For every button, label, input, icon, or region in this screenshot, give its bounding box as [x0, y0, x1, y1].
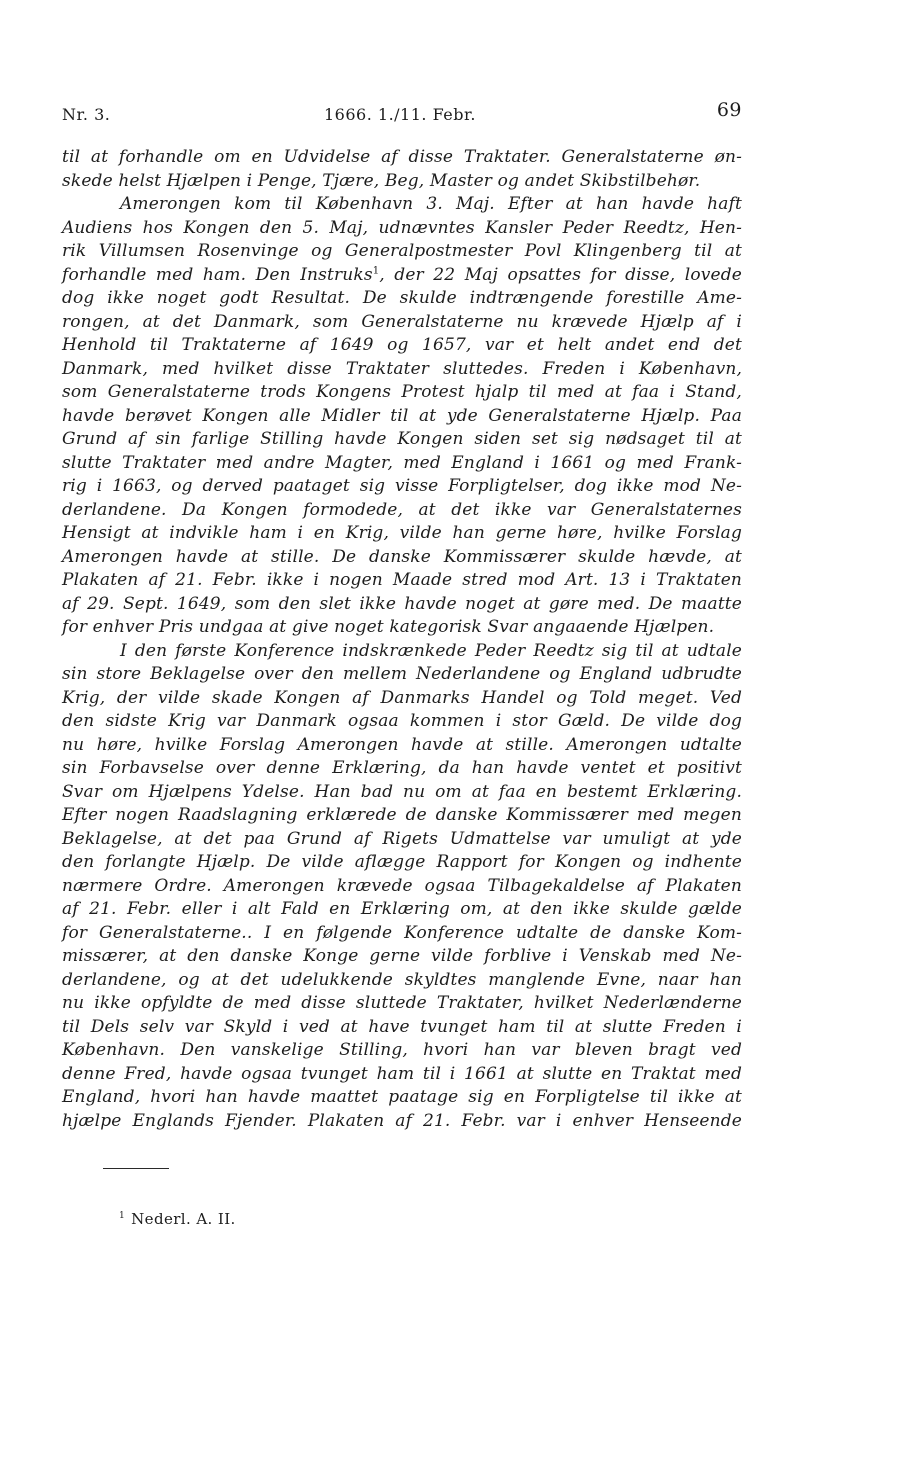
text-line: derlandene, og at det udelukkende skyldtes manglende Evne, naar han: [62, 969, 742, 990]
text-line: Henhold til Traktaterne af 1649 og 1657, var et helt andet end det: [62, 335, 742, 355]
footnote-mark: 1: [119, 1211, 126, 1221]
text-line: til Dels selv var Skyld i ved at have tvunget ham til at slutte Freden i: [62, 1016, 742, 1037]
text-segment: forhandle med ham. Den Instruks: [62, 264, 373, 285]
text-line: Danmark, med hvilket disse Traktater sluttedes. Freden i København,: [62, 358, 742, 379]
text-line: til at forhandle om en Udvidelse af disse Traktater. Generalstaterne øn-: [62, 147, 742, 167]
text-line: I den første Konference indskrænkede Peder Reedtz sig til at udtale: [120, 640, 742, 661]
text-line: nærmere Ordre. Amerongen krævede ogsaa Tilbagekaldelse af Plakaten: [62, 875, 742, 896]
text-line: den forlangte Hjælp. De vilde aflægge Rapport for Kongen og indhente: [62, 852, 742, 872]
text-line: Audiens hos Kongen den 5. Maj, udnævntes Kansler Peder Reedtz, Hen-: [62, 217, 742, 238]
text-line: sin store Beklagelse over den mellem Nederlandene og England udbrudte: [62, 664, 742, 684]
text-line: missærer, at den danske Konge gerne vilde forblive i Venskab med Ne-: [62, 946, 742, 966]
text-line: af 21. Febr. eller i alt Fald en Erklæring om, at den ikke skulde gælde: [62, 899, 742, 919]
text-line: Efter nogen Raadslagning erklærede de danske Kommissærer med megen: [62, 805, 742, 825]
text-line: havde berøvet Kongen alle Midler til at yde Generalstaterne Hjælp. Paa: [62, 405, 742, 426]
footnote: [119, 1210, 236, 1228]
text-line: England, hvori han havde maattet paatage sig en Forpligtelse til ikke at: [62, 1087, 742, 1107]
text-line: den sidste Krig var Danmark ogsaa kommen i stor Gæld. De vilde dog: [62, 711, 742, 731]
footnote-reference: 1: [372, 264, 380, 276]
text-line: Hensigt at indvikle ham i en Krig, vilde han gerne høre, hvilke Forslag: [62, 523, 742, 543]
footnote-divider: [103, 1168, 169, 1169]
text-line: rig i 1663, og derved paataget sig visse Forpligtelser, dog ikke mod Ne-: [62, 476, 742, 496]
text-line: skede helst Hjælpen i Penge, Tjære, Beg, Master og andet Skibstilbehør.: [62, 170, 701, 191]
text-line: for Generalstaterne.. I en følgende Konference udtalte de danske Kom-: [62, 922, 742, 943]
text-line: Amerongen kom til København 3. Maj. Efter at han havde haft: [120, 194, 742, 214]
text-line: Plakaten af 21. Febr. ikke i nogen Maade stred mod Art. 13 i Traktaten: [62, 570, 742, 590]
text-line: [62, 264, 742, 288]
text-line: af 29. Sept. 1649, som den slet ikke havde noget at gøre med. De maatte: [62, 593, 742, 614]
text-line: slutte Traktater med andre Magter, med England i 1661 og med Frank-: [62, 452, 742, 473]
text-line: Krig, der vilde skade Kongen af Danmarks Handel og Told meget. Ved: [62, 687, 742, 708]
text-line: som Generalstaterne trods Kongens Protest hjalp til med at faa i Stand,: [62, 382, 742, 402]
text-line: dog ikke noget godt Resultat. De skulde indtrængende forestille Ame-: [62, 288, 742, 308]
text-line: Beklagelse, at det paa Grund af Rigets Udmattelse var umuligt at yde: [62, 828, 742, 849]
text-line: Amerongen havde at stille. De danske Kommissærer skulde hævde, at: [62, 546, 742, 567]
text-line: Svar om Hjælpens Ydelse. Han bad nu om at faa en bestemt Erklæring.: [62, 781, 742, 802]
footnote-text: Nederl. A. II.: [131, 1210, 236, 1228]
text-line: sin Forbavselse over denne Erklæring, da han havde ventet et positivt: [62, 758, 742, 778]
text-line: rongen, at det Danmark, som Generalstaterne nu krævede Hjælp af i: [62, 311, 742, 332]
page-number: 69: [716, 99, 742, 121]
text-segment: , der 22 Maj opsattes for disse, lovede: [379, 264, 742, 285]
text-line: Grund af sin farlige Stilling havde Kongen siden set sig nødsaget til at: [62, 429, 742, 449]
running-header: [62, 99, 742, 125]
text-line: København. Den vanskelige Stilling, hvori han var bleven bragt ved: [62, 1040, 742, 1060]
series-number: Nr. 3.: [62, 105, 111, 124]
text-line: derlandene. Da Kongen formodede, at det ikke var Generalstaternes: [62, 499, 742, 520]
text-line: nu høre, hvilke Forslag Amerongen havde at stille. Amerongen udtalte: [62, 734, 742, 755]
body-text: [62, 146, 742, 1133]
text-line: denne Fred, havde ogsaa tvunget ham til i 1661 at slutte en Traktat med: [62, 1063, 742, 1084]
text-line: for enhver Pris undgaa at give noget kategorisk Svar angaaende Hjælpen.: [62, 617, 715, 637]
text-line: hjælpe Englands Fjender. Plakaten af 21. Febr. var i enhver Henseende: [62, 1110, 742, 1131]
header-date: 1666. 1./11. Febr.: [324, 105, 476, 124]
text-line: nu ikke opfyldte de med disse sluttede Traktater, hvilket Nederlænderne: [62, 993, 742, 1013]
text-line: rik Villumsen Rosenvinge og Generalpostmester Povl Klingenberg til at: [62, 241, 742, 261]
